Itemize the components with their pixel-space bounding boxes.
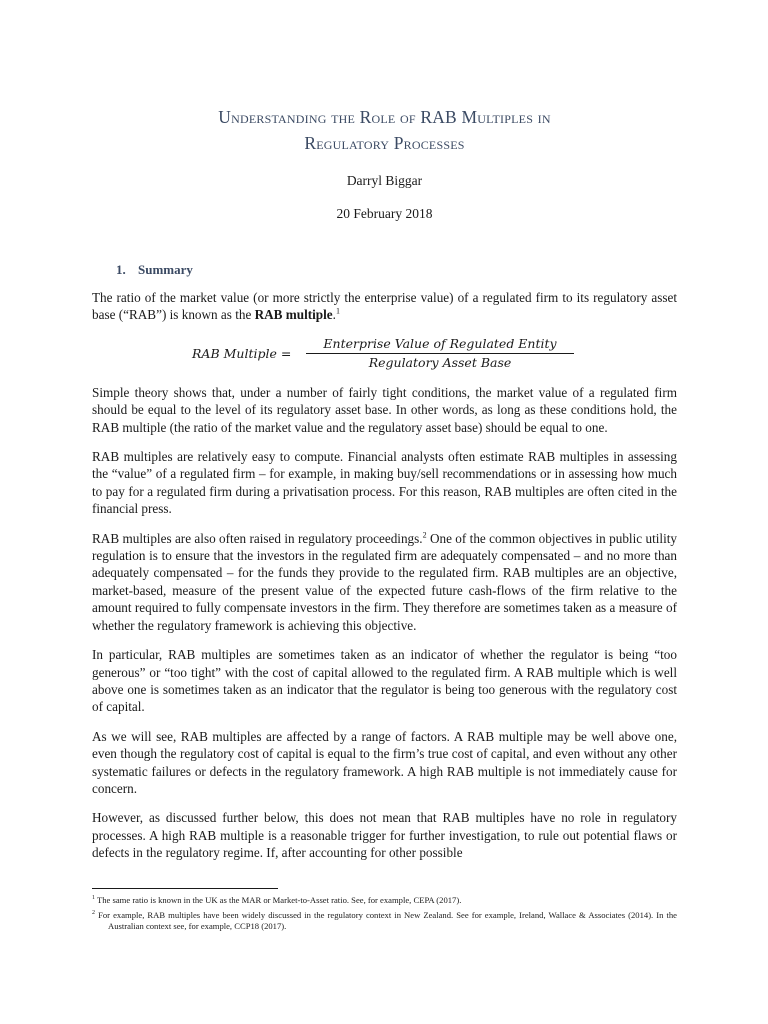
footnote-1 bbox=[92, 895, 677, 907]
formula-fraction bbox=[306, 336, 574, 371]
paragraph-6: However, as discussed further below, this does not mean that RAB multiples have no role in regulatory processes. A high RAB multiple is a reasonable trigger for further investigation, to rule out potential flaws or defects in the regulatory regime. If, after accounting for other possible bbox=[92, 810, 677, 861]
rab-formula bbox=[92, 336, 677, 370]
paragraph-2: RAB multiples are relatively easy to compute. Financial analysts often estimate RAB multiples in assessing the “value” of a regulated firm – for example, in making buy/sell recommendations or in assessing how much to pay for a regulated firm during a privatisation process. For this reason, RAB multiples are often cited in the financial press. bbox=[92, 449, 677, 517]
paragraph-3-start: RAB multiples are also often raised in regulatory proceedings. bbox=[92, 530, 423, 546]
footnote-separator bbox=[92, 888, 278, 889]
formula-numerator: Enterprise Value of Regulated Entity bbox=[323, 335, 557, 351]
formula-lhs: RAB Multiple = bbox=[192, 345, 292, 361]
document-date: 20 February 2018 bbox=[336, 206, 433, 221]
footnote-ref-1[interactable]: 1 bbox=[335, 307, 340, 317]
fraction-bar bbox=[306, 353, 574, 354]
footnotes bbox=[92, 895, 677, 936]
section-heading bbox=[116, 262, 193, 278]
body-text bbox=[92, 289, 677, 874]
section-title: Summary bbox=[138, 262, 193, 277]
footnote-ref-2[interactable]: 2 bbox=[422, 530, 427, 540]
footnote-text: For example, RAB multiples have been widely discussed in the regulatory context in New Zealand. See for example, Ireland, Wallace & Associates (2014). In the Australian context see, for example, CCP18 (2017). bbox=[98, 909, 677, 931]
author-name: Darryl Biggar bbox=[346, 173, 423, 188]
footnote-mark: 2 bbox=[92, 909, 95, 916]
footnote-2 bbox=[92, 910, 677, 933]
paragraph-5: As we will see, RAB multiples are affected by a range of factors. A RAB multiple may be well above one, even though the regulatory cost of capital is equal to the firm’s true cost of capital, and even without any other systematic failures or defects in the regulatory framework. A high RAB multiple is not immediately cause for concern. bbox=[92, 728, 677, 796]
title-line-1: Understanding the Role of RAB Multiples in bbox=[218, 106, 551, 127]
intro-text: The ratio of the market value (or more strictly the enterprise value) of a regulated firm to its regulatory asset base (“RAB”) is known as the bbox=[92, 290, 677, 323]
paragraph-3-rest: One of the common objectives in public utility regulation is to ensure that the investors in the regulated firm are adequately compensated – and no more than adequately compensated – for the funds they provide to the regulated firm. RAB multiples are an objective, market-based, measure of the present value of the expected future cash-flows of the firm relative to the amount required to fully compensate investors in the firm. They therefore are sometimes taken as a measure of whether the regulatory framework is achieving this objective. bbox=[92, 530, 677, 633]
footnote-text: The same ratio is known in the UK as the MAR or Market-to-Asset ratio. See, for example, CEPA (2017). bbox=[97, 895, 462, 905]
section-number: 1. bbox=[116, 262, 126, 277]
paragraph-3 bbox=[92, 530, 677, 634]
footnote-mark: 1 bbox=[92, 895, 95, 902]
intro-paragraph bbox=[92, 289, 677, 324]
formula-denominator: Regulatory Asset Base bbox=[368, 354, 512, 370]
intro-term: RAB multiple bbox=[254, 307, 333, 323]
title-line-2: Regulatory Processes bbox=[304, 132, 465, 153]
paragraph-4: In particular, RAB multiples are sometimes taken as an indicator of whether the regulator is being “too generous” or “too tight” with the cost of capital allowed to the regulated firm. A RAB multiple which is well above one is sometimes taken as an indicator that the regulator is being too generous with the regulatory cost of capital. bbox=[92, 647, 677, 715]
paragraph-1: Simple theory shows that, under a number of fairly tight conditions, the market value of a regulated firm should be equal to the level of its regulatory asset base. In other words, as long as these conditions hold, the RAB multiple (the ratio of the market value and the regulatory asset base) should be equal to one. bbox=[92, 384, 677, 435]
document-title bbox=[92, 104, 677, 156]
intro-tail: . bbox=[332, 307, 336, 323]
